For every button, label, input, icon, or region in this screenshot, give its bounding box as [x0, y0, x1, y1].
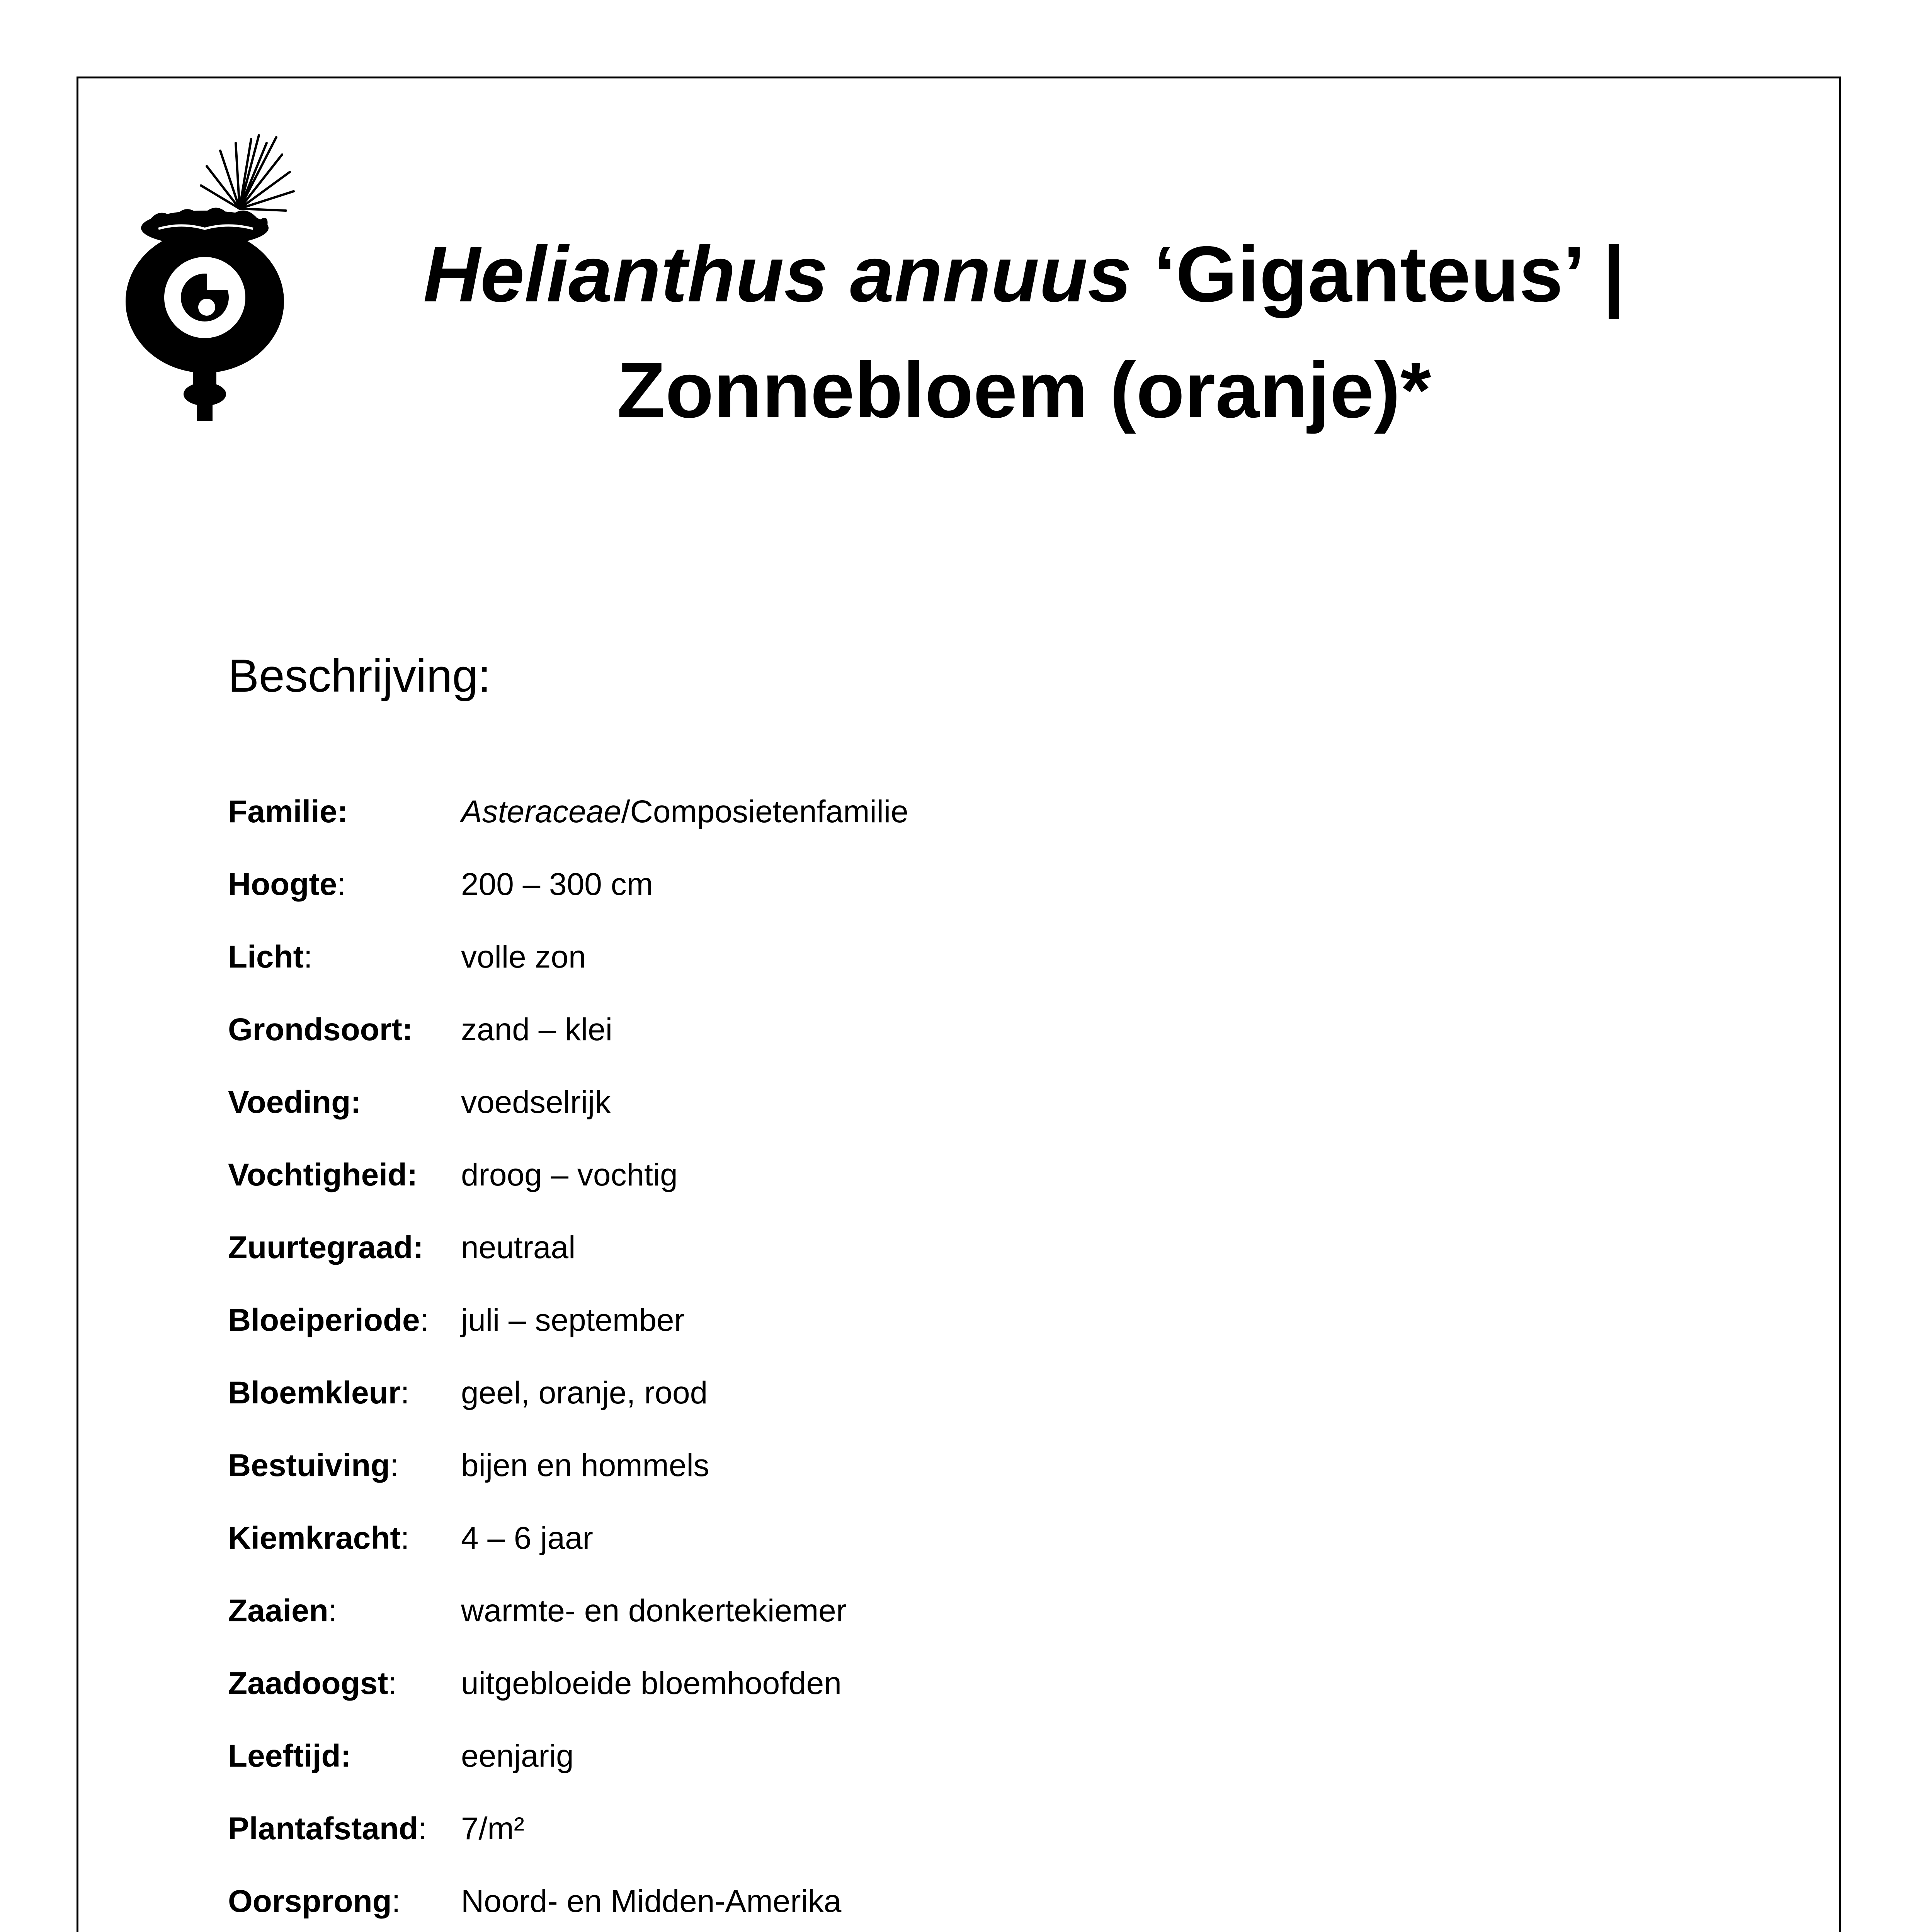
property-value: voedselrijk — [461, 1085, 611, 1120]
title-cultivar: ‘Giganteus’ | — [1131, 230, 1625, 318]
section-heading-colon: : — [478, 650, 491, 702]
title-botanical-name: Helianthus annuus — [423, 230, 1132, 318]
property-value: 4 – 6 jaar — [461, 1520, 593, 1556]
property-label: Zuurtegraad: — [228, 1230, 424, 1265]
property-row-oorsprong — [228, 1878, 1696, 1925]
property-value: uitgebloeide bloemhoofden — [461, 1666, 842, 1701]
page-title — [348, 216, 1700, 448]
property-label: Leeftijd: — [228, 1738, 351, 1774]
property-value: Noord- en Midden-Amerika — [461, 1884, 842, 1919]
property-row-voeding — [228, 1079, 1696, 1126]
property-row-bestuiving — [228, 1442, 1696, 1489]
property-row-zaaien — [228, 1587, 1696, 1634]
property-row-leeftijd — [228, 1733, 1696, 1780]
property-row-grondsoort — [228, 1006, 1696, 1053]
property-value: eenjarig — [461, 1738, 574, 1774]
property-value: Asteraceae/Composietenfamilie — [461, 794, 908, 829]
section-heading-text: Beschrijving — [228, 650, 478, 702]
property-value: 7/m² — [461, 1811, 524, 1846]
property-row-vochtigheid — [228, 1151, 1696, 1199]
property-row-bloeiperiode — [228, 1297, 1696, 1344]
property-row-plantafstand — [228, 1805, 1696, 1852]
property-label: Plantafstand: — [228, 1811, 427, 1846]
property-label: Bloemkleur: — [228, 1375, 410, 1410]
property-row-bloemkleur — [228, 1369, 1696, 1417]
property-label: Kiemkracht: — [228, 1520, 410, 1556]
property-list — [228, 788, 1696, 1932]
property-label: Voeding: — [228, 1085, 361, 1120]
property-label: Vochtigheid: — [228, 1157, 418, 1192]
property-value: geel, oranje, rood — [461, 1375, 708, 1410]
property-label: Hoogte: — [228, 867, 346, 902]
property-value: juli – september — [461, 1303, 685, 1338]
property-label: Bestuiving: — [228, 1448, 399, 1483]
poppy-seedhead-logo-icon — [124, 128, 301, 421]
property-label: Zaadoogst: — [228, 1666, 397, 1701]
property-value: neutraal — [461, 1230, 576, 1265]
property-label: Grondsoort: — [228, 1012, 413, 1047]
property-row-kiemkracht — [228, 1515, 1696, 1562]
property-value: warmte- en donkertekiemer — [461, 1593, 847, 1628]
title-line-1 — [348, 216, 1700, 332]
property-label: Oorsprong: — [228, 1884, 401, 1919]
property-value: 200 – 300 cm — [461, 867, 653, 902]
property-row-hoogte — [228, 861, 1696, 908]
property-value: droog – vochtig — [461, 1157, 678, 1192]
property-label: Bloeiperiode: — [228, 1303, 429, 1338]
section-heading — [228, 649, 491, 702]
property-row-familie — [228, 788, 1696, 835]
property-label: Familie: — [228, 794, 348, 829]
property-value: zand – klei — [461, 1012, 613, 1047]
property-value: bijen en hommels — [461, 1448, 709, 1483]
property-row-zaadoogst — [228, 1660, 1696, 1707]
property-row-zuurtegraad — [228, 1224, 1696, 1271]
property-value: volle zon — [461, 939, 586, 975]
title-line-2: Zonnebloem (oranje)* — [617, 346, 1431, 434]
property-label: Licht: — [228, 939, 313, 975]
property-label: Zaaien: — [228, 1593, 337, 1628]
property-row-licht — [228, 934, 1696, 981]
